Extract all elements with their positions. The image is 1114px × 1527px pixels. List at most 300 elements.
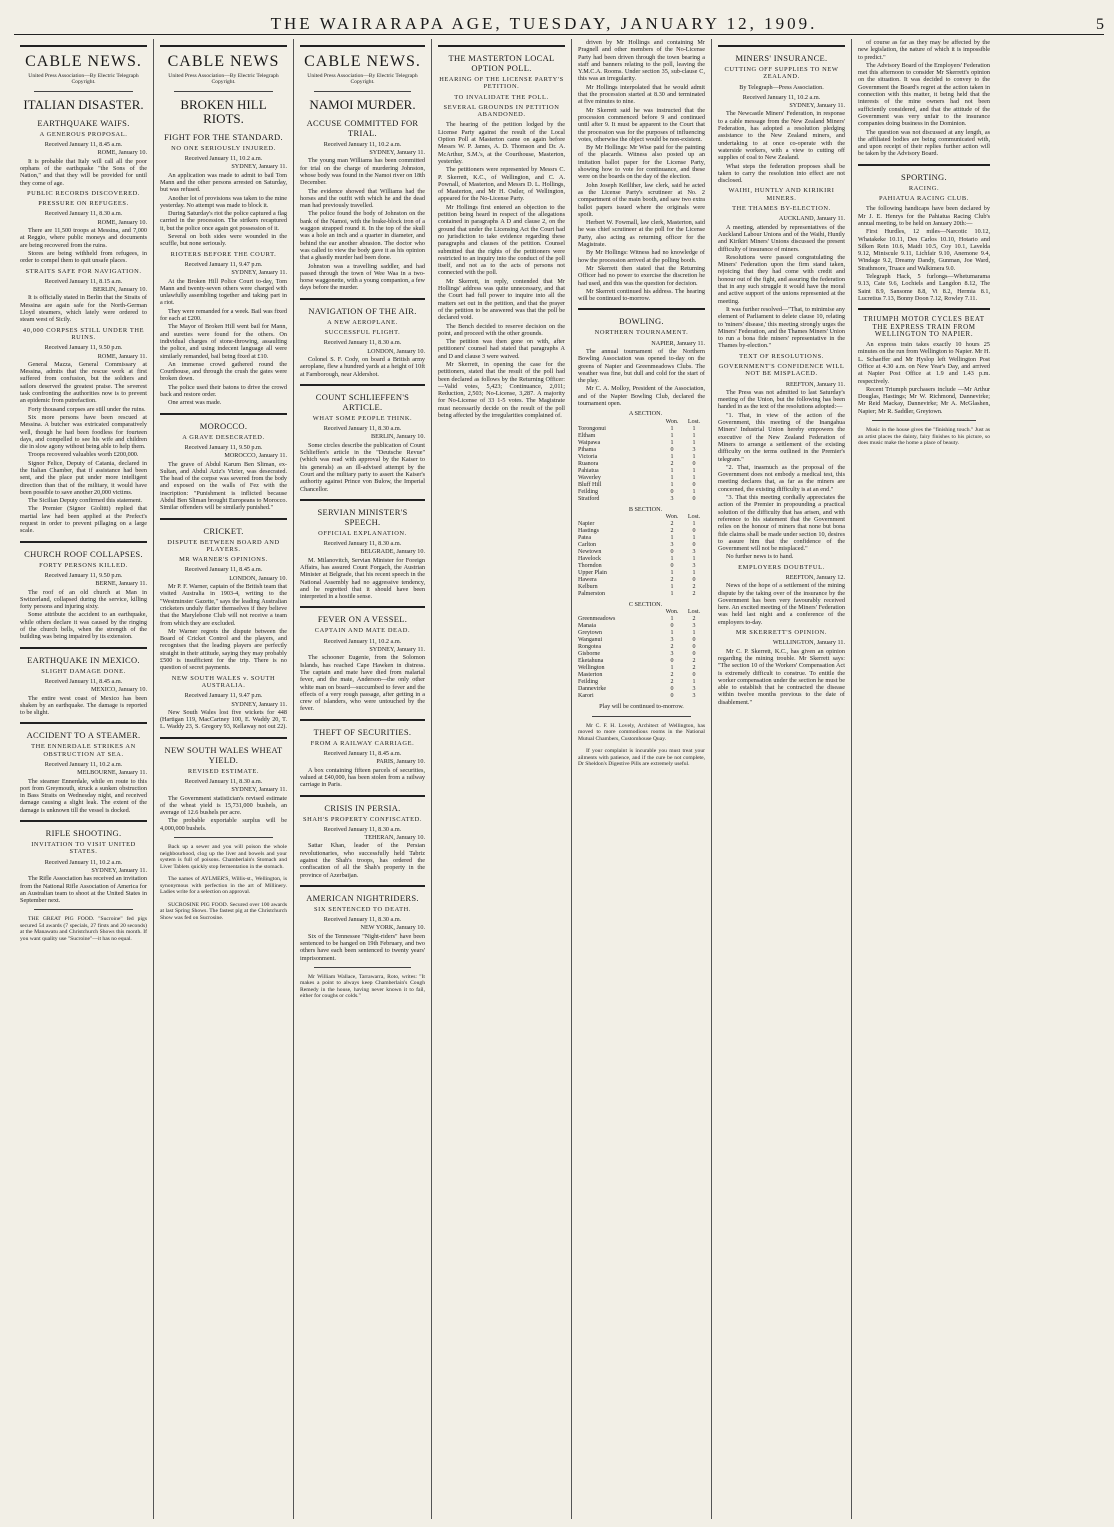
club-name: Wellington <box>578 665 605 672</box>
subhead-minor: THE THAMES BY-ELECTION. <box>732 205 831 213</box>
club-name: Feilding <box>578 679 599 686</box>
results-table-a <box>578 419 705 503</box>
table-row <box>578 542 705 549</box>
dateline: Received January 11, 8.30 a.m. <box>323 825 402 833</box>
col-won: Won. <box>665 609 679 616</box>
dateline: Received January 11, 9.47 p.m. <box>184 260 263 268</box>
club-name: Feilding <box>578 488 599 495</box>
headline-air: NAVIGATION OF THE AIR. <box>308 305 417 316</box>
article-text: A meeting, attended by representatives of the Auckland Labour Unions and of the Waihi, Huntly and Kirikiri Miners' Unions discussed the present difficulty of insurance of miners. <box>718 223 845 253</box>
advertisement: If your complaint is incurable you must treat your ailments with patience, and if the cure be not complete, Dr Sheldon's Digestive Pills are extremely useful. <box>578 748 705 768</box>
subhead-minor: INVITATION TO VISIT UNITED STATES. <box>31 841 136 856</box>
subhead-minor: NORTHERN TOURNAMENT. <box>594 329 689 337</box>
table-row <box>578 686 705 693</box>
place-line: TEHERAN, January 10. <box>364 834 425 842</box>
subhead-minor: FROM A RAILWAY CARRIAGE. <box>310 739 415 747</box>
article-text: The Mayor of Broken Hill went bail for Mann, and sureties were found for the others. On individual charges of stone-throwing, assaulting the police, and using indecent language all were similarly remanded, bail being fixed at £10. <box>160 323 287 360</box>
article-text: The young man Williams has been committed for trial on the charge of murdering Johnston, whose body was found in the Namoi river on 18th December. <box>300 157 425 187</box>
won-count: 1 <box>670 569 674 576</box>
subhead-minor: SLIGHT DAMAGE DONE. <box>41 667 126 675</box>
divider <box>300 795 425 797</box>
club-name: Bluff Hill <box>578 481 602 488</box>
article-text: The hearing of the petition lodged by the License Party against the result of the Local Option Poll at Masterton came on again before Messrs W. P. James, A. D. Thomson and Dr. A. McArthur, S.M.'s, at the Courthouse, Masterton, yesterday. <box>438 121 565 165</box>
table-row <box>578 461 705 468</box>
place-line: MELBOURNE, January 11. <box>77 769 147 777</box>
table-row <box>578 577 705 584</box>
club-name: Eltham <box>578 432 596 439</box>
club-name: Hastings <box>578 527 599 534</box>
club-name: Waverley <box>578 474 601 481</box>
subhead-minor: A GRAVE DESECRATED. <box>182 433 265 441</box>
club-name: Newtown <box>578 548 602 555</box>
article-text: The probable exportable surplus will be 4,000,000 bushels. <box>160 817 287 832</box>
won-count: 0 <box>670 548 674 555</box>
won-count: 3 <box>670 651 674 658</box>
subhead: EARTHQUAKE WAIFS. <box>37 117 130 128</box>
subhead-minor: NO ONE SERIOUSLY INJURED. <box>171 144 276 152</box>
place-line: MOROCCO, January 11. <box>224 452 287 460</box>
place-line: BERNE, January 11. <box>95 580 147 588</box>
headline-fever: FEVER ON A VESSEL. <box>317 614 408 625</box>
article-text: The petition was then gone on with, after petitioners' counsel had stated that paragraphs A and D and clause 3 were waived. <box>438 338 565 360</box>
headline-steamer: ACCIDENT TO A STEAMER. <box>26 730 141 741</box>
won-count: 1 <box>670 534 674 541</box>
article-text: The police used their batons to drive the crowd back and restore order. <box>160 383 287 399</box>
subhead-minor: MR WARNER'S OPINIONS. <box>179 556 268 564</box>
article-text: Mr P. F. Warner, captain of the British team that visited Australia in 1903-4, writing to the "Westminster Gazette," says the leading Australian cricketers unduly flatter themselves if they believe that the Marylebone Club will not receive a team from which they are excluded. <box>160 583 287 627</box>
club-name: Masterton <box>578 672 603 679</box>
headline-nightriders: AMERICAN NIGHTRIDERS. <box>306 892 419 903</box>
lost-count: 2 <box>692 590 696 597</box>
headline-miners: MINERS' INSURANCE. <box>735 53 828 63</box>
place-line: ROME, January 10. <box>97 218 147 226</box>
section-heading: B SECTION. <box>628 505 663 513</box>
article-text: Telegraph Hack, 5 furlongs—Whetumarama 9.13, Cate 9.6, Lochiels and Langdon 8.12, The Saint 8.9, Sansome 8.8, Vi 8.2, Hermia 8.1, Lucretius 7.13, Bonny Doon 7.12, Rowley 7.11. <box>858 273 990 302</box>
article-text: Johnston was a travelling saddler, and had passed through the town of Wee Waa in a two-horse waggonette, with a young companion, a few days before the murder. <box>300 262 425 292</box>
article-text: Colonel S. F. Cody, on board a British army aeroplane, flew a hundred yards at a height of 10ft at Farnborough, near Aldershot. <box>300 355 425 378</box>
won-count: 0 <box>670 658 674 665</box>
place-line: WELLINGTON, January 11. <box>772 639 845 647</box>
article-text: Some circles describe the publication of Count Schlieffen's article in the "Deutsche Revue" (which was read with approval by the Kaiser to his generals) as an ill-advised attempt by the Court and the military party to assert the Kaiser's authority against Prince von Bulow, the Imperial Chancellor. <box>300 441 425 493</box>
article-text: John Joseph Keilliher, law clerk, said he acted as the License Party's scrutineer at No. 2 compartment of the main booth, and saw two extra ballot papers issued where the originals were spoilt. <box>578 181 705 218</box>
lost-count: 3 <box>692 693 696 700</box>
article-text: Signor Felice, Deputy of Catania, declared in the Italian Chamber, that if assistance had been sent, and the place put under more intelligent direction than that of the military, it would have been possible to save another 20,000 victims. <box>20 459 147 496</box>
col-won: Won. <box>665 418 679 425</box>
club-name: Stratford <box>578 495 600 502</box>
place-line: NAPIER, January 11. <box>651 339 705 347</box>
subhead-minor: SUCCESSFUL FLIGHT. <box>324 329 401 337</box>
club-name: Pihama <box>578 446 596 453</box>
lost-count: 2 <box>692 658 696 665</box>
subhead-minor: HEARING OF THE LICENSE PARTY'S PETITION. <box>439 76 564 91</box>
table-row <box>578 651 705 658</box>
article-text: During Saturday's riot the police captured a flag carried in the procession. The strikers recaptured it, but the police once again got possession of it. <box>160 210 287 232</box>
page-number: 5 <box>1096 16 1104 33</box>
won-count: 0 <box>670 488 674 495</box>
won-count: 1 <box>670 474 674 481</box>
col-won: Won. <box>665 513 679 520</box>
divider <box>20 647 147 649</box>
divider <box>300 499 425 501</box>
lost-count: 0 <box>692 576 696 583</box>
lost-count: 1 <box>692 432 696 439</box>
article-text: Six more persons have been rescued at Messina. A butcher was extricated comparatively well, though he had been foodless for fourteen days, and compelled to see his wife and children die in slow agony without being able to help them. <box>20 413 147 451</box>
article-text: Stores are being withheld from refugees, in order to compel them to quit unsafe places. <box>20 249 147 265</box>
won-count: 1 <box>670 665 674 672</box>
headline-wheat: NEW SOUTH WALES WHEAT YIELD. <box>164 744 283 765</box>
table-body <box>578 616 705 700</box>
lost-count: 0 <box>692 527 696 534</box>
place-line: REEFTON, January 11. <box>785 380 845 388</box>
subhead-minor: THE ENNERDALE STRIKES AN OBSTRUCTION AT SEA. <box>31 743 136 758</box>
table-row <box>578 693 705 700</box>
club-name: Wanganui <box>578 637 603 644</box>
subhead-minor: TO INVALIDATE THE POLL. <box>454 93 549 101</box>
dateline: Received January 11, 8.30 a.m. <box>184 778 263 785</box>
article-text: It is probable that Italy will call all the poor orphans of the earthquake "the Sons of the Nation," and that they will be provided for until they come of age. <box>20 157 147 187</box>
divider <box>872 420 976 421</box>
lost-count: 3 <box>692 623 696 630</box>
article-text: They were remanded for a week. Bail was fixed for each at £200. <box>160 307 287 323</box>
club-name: Torongonui <box>578 425 606 432</box>
article-text: The Rifle Association has received an invitation from the National Rifle Association of America for an Australian team to shoot at the United States in September next. <box>20 875 147 905</box>
subhead-minor: PRESSURE ON REFUGEES. <box>38 200 129 208</box>
table-body <box>578 426 705 503</box>
table-row <box>578 496 705 503</box>
article-text: One arrest was made. <box>168 399 222 407</box>
place-line: BERLIN, January 10. <box>93 286 147 294</box>
dateline: Received January 11, 8.30 a.m. <box>323 916 402 924</box>
place-line: SYDNEY, January 11. <box>231 163 287 171</box>
article-text: Mr Skerrett, in opening the case for the petitioners, stated that the result of the poll had been declared as follows by the Returning Officer:—Valid votes, 5,423; Continuance, 2,011; Reduction, 2,503; No-License, 3,287. A majority for No-License of 33 1-5 votes. The Magistrate must necessarily decide on the result of the poll being affected by the irregularities complained of. <box>438 360 565 420</box>
lost-count: 1 <box>692 569 696 576</box>
subhead-minor: OFFICIAL EXPLANATION. <box>318 529 407 537</box>
won-count: 2 <box>670 672 674 679</box>
dateline: Received January 11, 9.50 p.m. <box>44 571 123 579</box>
subhead-minor: PUBLIC RECORDS DISCOVERED. <box>26 189 141 197</box>
subhead-minor: SIX SENTENCED TO DEATH. <box>314 905 411 913</box>
won-count: 2 <box>670 527 674 534</box>
table-row <box>578 665 705 672</box>
column-6 <box>712 39 852 1519</box>
place-line: SYDNEY, January 11. <box>231 700 287 708</box>
article-text: No further news is to hand. <box>726 553 794 561</box>
won-count: 1 <box>670 583 674 590</box>
place-line: NEW YORK, January 10. <box>360 924 425 932</box>
subhead-minor: TEXT OF RESOLUTIONS. <box>739 352 824 360</box>
headline-italian: ITALIAN DISASTER. <box>23 96 144 112</box>
place-line: ROME, January 11. <box>97 352 147 360</box>
article-text: The Press was not admitted to last Saturday's meeting of the Union, but the following has been handed in as the text of the resolutions adopted:— <box>718 388 845 411</box>
divider <box>314 967 411 968</box>
article-text: Mr Skerrett continued his address. The hearing will be continued to-morrow. <box>578 287 705 303</box>
won-count: 2 <box>670 520 674 527</box>
won-count: 1 <box>670 467 674 474</box>
article-text: Resolutions were passed congratulating the Miners' Federation upon the firm stand taken, rejoicing that they had come with credit and honour out of the fight, and assuring the federation that in any such struggle it would have the moral and active support of the unions represented at the meeting. <box>718 253 845 305</box>
credit-line: United Press Association—By Electric Telegraph Copyright. <box>307 73 418 86</box>
headline-masterton-poll: THE MASTERTON LOCAL OPTION POLL. <box>448 53 555 73</box>
lost-count: 3 <box>692 686 696 693</box>
table-row <box>578 447 705 454</box>
article-text: "2. That, inasmuch as the proposal of the Government does not embody a medical test, this meeting declares that, as far as the miners are concerned, the existing difficulty is at an end." <box>718 463 845 493</box>
article-text: The Advisory Board of the Employers' Federation met this afternoon to consider Mr Skerrett's opinion on the situation. It was decided to convey to the Government the Board's regret at the action taken in connection with this matter, it being held that the interests of the mine owners had not been sufficiently considered, and that the attitude of the Government was very unfair to the insurance companies doing business in the Dominion. <box>858 61 990 128</box>
headline-bowling: BOWLING. <box>619 316 664 327</box>
table-row <box>578 535 705 542</box>
subhead-minor: FORTY PERSONS KILLED. <box>39 561 128 569</box>
article-text: The schooner Eugenie, from the Solomon Islands, has reached Cape Hawken in distress. The captain and mate have died from malarial fever, and the mate, Anderson—the only other white man on board—succumbed to fever and the effects of a very rough passage, after getting in a crew of islanders, who were untouched by the fever. <box>300 654 425 713</box>
club-name: Karori <box>578 693 594 700</box>
article-text: A box containing fifteen parcels of securities, valued at £40,000, has been stolen from a railway carriage in Paris. <box>300 766 425 789</box>
club-name: Victoria <box>578 453 598 460</box>
won-count: 1 <box>670 630 674 637</box>
won-count: 0 <box>670 693 674 700</box>
article-text: An application was made to admit to bail Tom Mann and the other persons arrested on Saturday, but was refused. <box>160 171 287 194</box>
won-count: 0 <box>670 446 674 453</box>
headline-namoi: NAMOI MURDER. <box>309 96 416 112</box>
cable-news-banner: CABLE NEWS <box>167 53 280 70</box>
subhead-minor: NEW SOUTH WALES v. SOUTH AUSTRALIA. <box>171 674 276 689</box>
table-row <box>578 630 705 637</box>
article-text: Herbert W. Fowmall, law clerk, Masterton, said he was chief scrutineer at the poll for the License Party, also acting as returning officer for the Magistrate. <box>578 219 705 249</box>
headline-count: COUNT SCHLIEFFEN'S ARTICLE. <box>315 391 410 412</box>
lost-count: 1 <box>692 679 696 686</box>
article-text: General Mazza, General Commissary at Messina, admits that the rescue work at first suffered from confusion, but the soldiers and sailors deserved the greatest praise. The severest task confronting the authorities now is to prevent an epidemic from putrefaction. <box>20 360 147 405</box>
col-lost: Lost. <box>687 418 701 425</box>
club-name: Waipawa <box>578 439 601 446</box>
headline-mexico: EARTHQUAKE IN MEXICO. <box>27 654 140 665</box>
lost-count: 0 <box>692 495 696 502</box>
article-text: At the Broken Hill Police Court to-day, Tom Mann and twenty-seven others were charged with unlawfully assembling together and taking part in a riot. <box>160 277 287 307</box>
won-count: 1 <box>670 481 674 488</box>
column-3 <box>294 39 432 1519</box>
dateline: By Telegraph—Press Association. <box>739 83 824 91</box>
divider <box>300 719 425 721</box>
club-name: Patea <box>578 534 591 541</box>
article-text: What steps the federation proposes shall be taken to carry the resolution into effect are not disclosed. <box>718 162 845 185</box>
headline-cricket: CRICKET. <box>203 525 244 536</box>
headline-sporting: SPORTING. <box>901 171 947 182</box>
divider <box>174 91 273 92</box>
table-body <box>578 521 705 598</box>
lost-count: 1 <box>692 630 696 637</box>
lost-count: 0 <box>692 644 696 651</box>
subhead-minor: DISPUTE BETWEEN BOARD AND PLAYERS. <box>167 538 280 553</box>
table-row <box>578 468 705 475</box>
club-name: Upper Plain <box>578 569 607 576</box>
advertisement: Mr C. F. H. Lovely, Architect of Wellington, has moved to more commodious rooms in the National Mutual Chambers, Customhouse Quay. <box>578 722 705 742</box>
club-name: Greenmeadows <box>578 616 616 623</box>
advertisement: Back up a sewer and you will poison the whole neighbourhood, clog up the liver and bowels and your system is full of poisons. Chamberlain's Stomach and Liver Tablets quickly stop fermentation in the stomach. <box>160 844 287 870</box>
article-text: Mr C. A. Molloy, President of the Association, and of the Napier Bowling Club, declared the tournament open. <box>578 385 705 408</box>
club-name: Palmerston <box>578 590 605 597</box>
subhead-minor: REVISED ESTIMATE. <box>187 767 260 775</box>
column-2 <box>154 39 294 1519</box>
lost-count: 0 <box>692 541 696 548</box>
columns <box>14 39 1104 1519</box>
article-text: Mr Skerrett, in reply, contended that Mr Hollings' address was quite unnecessary, and that the Court had full power to inquire into all the matters set out in the petition, and that the prayer of the petition to be answered was that the poll be declared void. <box>438 277 565 322</box>
lost-count: 1 <box>692 474 696 481</box>
won-count: 2 <box>670 679 674 686</box>
lost-count: 3 <box>692 562 696 569</box>
place-line: AUCKLAND, January 11. <box>778 215 845 223</box>
place-line: REEFTON, January 12. <box>785 574 845 581</box>
masthead-title: THE WAIRARAPA AGE, TUESDAY, JANUARY 12, 1909. <box>270 14 818 33</box>
club-name: Gisborne <box>578 651 600 658</box>
divider <box>174 837 273 838</box>
advertisement: Mr William Wallace, Tarrawarra, Roto, writes: "It makes a point to always keep Chamberlain's Cough Remedy in the house, having never known it to fail, either for coughs or colds." <box>300 973 425 1000</box>
article-text: The police found the body of Johnston on the bank of the Namoi, with the brake-block iron of a waggon strapped round it. In the top of the skull was a hole an inch and a quarter in diameter, and behind the ear another abrasion. The doctor who was called to view the body gave it as his opinion that a ghastly murder had been done. <box>300 210 425 262</box>
article-text: Some attribute the accident to an earthquake, while others declare it was caused by the ringing of the church bells, when the strength of the building was being impaired by its extension. <box>20 611 147 641</box>
dateline: Received January 11, 8.45 a.m. <box>323 750 402 758</box>
subhead-minor: GOVERNMENT'S CONFIDENCE WILL NOT BE MISPLACED. <box>718 362 845 378</box>
table-row <box>578 616 705 623</box>
divider <box>300 606 425 608</box>
place-line: SYDNEY, January 11. <box>789 102 845 110</box>
club-name: Havelock <box>578 555 601 562</box>
table-row <box>578 482 705 489</box>
article-text: Troops recovered valuables worth £200,000. <box>28 451 139 459</box>
article-text: The Sicilian Deputy confirmed this statement. <box>28 497 143 505</box>
dateline: Received January 11, 10.2 a.m. <box>44 761 123 768</box>
divider <box>300 298 425 300</box>
article-text: driven by Mr Hollings and containing Mr Pragnell and other members of the No-License Party had been driven through the town bearing a staff and banners relating to the poll, leaving the Y.M.C.A. Rooms. Under section 35, sub-clause C, this was an irregularity. <box>578 39 705 83</box>
divider <box>314 91 411 92</box>
divider <box>20 541 147 543</box>
table-header-row <box>578 419 705 426</box>
dateline: Received January 11, 10.2 a.m. <box>44 858 123 866</box>
table-row <box>578 563 705 570</box>
place-line: PARIS, January 10. <box>376 758 425 766</box>
advertisement: THE GREAT PIG FOOD. "Sucroine" fed pigs secured 54 awards (7 specials, 27 firsts and 20 seconds) at the Manawatu and Christchurch Shows this month. If you want quality use "Sucroine"—it has no equal. <box>20 916 147 942</box>
divider <box>438 45 565 47</box>
won-count: 1 <box>670 432 674 439</box>
subhead-minor: RACING. <box>908 184 940 192</box>
table-row <box>578 623 705 630</box>
club-name: Greytown <box>578 630 602 637</box>
place-line: LONDON, January 10. <box>229 574 287 582</box>
article-text: of course as far as they may be affected by the new legislation, the nature of which it is impossible to predict." <box>858 39 990 61</box>
headline-riots: BROKEN HILL RIOTS. <box>180 96 267 126</box>
subhead-minor: CUTTING OFF SUPPLIES TO NEW ZEALAND. <box>724 66 839 81</box>
place-line: ROME, January 10. <box>97 149 147 157</box>
table-row <box>578 440 705 447</box>
lost-count: 1 <box>692 534 696 541</box>
lost-count: 1 <box>692 488 696 495</box>
column-1 <box>14 39 154 1519</box>
table-row <box>578 637 705 644</box>
article-text: Mr C. P. Skerrett, K.C., has given an opinion regarding the mining trouble. Mr Skerrett says: "The section 10 of the Workers' Compensation Act is extremely difficult to construe. To entitle the worker compensation under the section he must be able to establish that he contracted the disease within twelve months previous to the date of disablement." <box>718 647 845 706</box>
advertisement: Music in the house gives the "finishing touch." Just as an artist places the dainty, fairy finishes to his picture, so does music make the home a place of beauty. <box>858 427 990 447</box>
subhead-minor: 40,000 CORPSES STILL UNDER THE RUINS. <box>22 326 145 341</box>
dateline: Received January 11, 10.2 a.m. <box>323 637 402 645</box>
article-text: The petitioners were represented by Messrs C. P. Skerrett, K.C., of Wellington, and C. A. Pownall, of Masterton, and Messrs D. L. Hollings, of Masterton, and Mr H. Ostler, of Wellington, appeared for the No-License Party. <box>438 166 565 203</box>
article-text: New South Wales lost five wickets for 448 (Hartigan 119, MacCartney 100, E. Waddy 20, T. L. Waddy 23, S. Gregory 93, Kellaway not out 22). <box>160 708 287 731</box>
place-line: SYDNEY, January 11. <box>231 786 287 794</box>
won-count: 0 <box>670 686 674 693</box>
divider <box>160 737 287 739</box>
place-line: SYDNEY, January 11. <box>231 269 287 277</box>
dateline: Received January 11, 10.2 a.m. <box>323 140 402 148</box>
article-text: It was further resolved—"That, to minimise any element of Parliament to delete clause 10, relating to 'miners' disease,' this meeting strongly urges the Miners' Federation, and the Thames Miners' Union to run a bona fide miners' representative in the Thames by-election." <box>718 305 845 350</box>
table-row <box>578 591 705 598</box>
headline-servian: SERVIAN MINISTER'S SPEECH. <box>317 506 408 527</box>
lost-count: 2 <box>692 583 696 590</box>
divider <box>34 91 133 92</box>
lost-count: 0 <box>692 672 696 679</box>
masthead <box>14 8 1104 35</box>
subhead-minor: MR SKERRETT'S OPINION. <box>735 629 828 637</box>
club-name: Napier <box>578 520 595 527</box>
won-count: 1 <box>670 616 674 623</box>
subhead-minor: EMPLOYERS DOUBTFUL. <box>738 563 825 571</box>
article-text: The grave of Abdul Karum Ben Sliman, ex-Sultan, and Abdul Aziz's Vizier, was desecrated. The head of the corpse was severed from the body and exposed on the walls of Fez with the inscription: "Punishment is inflicted because Abdul Ben Sliman brought Europeans to Morocco. Similar offenders will be similarly punished." <box>160 460 287 512</box>
table-row <box>578 672 705 679</box>
article-text: By Mr Hollings: Witness had no knowledge of how the procession arrived at the polling booth. <box>578 249 705 264</box>
lost-count: 1 <box>692 439 696 446</box>
dateline: Received January 11, 8.30 a.m. <box>323 339 402 347</box>
article-text: An express train takes exactly 10 hours 25 minutes on the run from Wellington to Napier. Mr H. L. Schaeffer and Mr Hyslop left Wellington Post Office at 4.30 a.m. on New Year's Day, and arrived at Napier Post Office at 1.9 and 1.43 p.m. respectively. <box>858 341 990 385</box>
article-text: The Bench decided to reserve decision on the point, and proceed with the other grounds. <box>438 322 565 337</box>
lost-count: 2 <box>692 616 696 623</box>
article-text: Mr Hollings interpolated that he would admit that the procession started at 8.30 and terminated at five minutes to nine. <box>578 83 705 106</box>
club-name: Dannevirke <box>578 686 606 693</box>
article-text: There are 11,500 troops at Messina, and 7,000 at Reggio, where public moneys and documents are being recovered from the ruins. <box>20 227 147 249</box>
lost-count: 3 <box>692 548 696 555</box>
table-header-row <box>578 514 705 521</box>
col-lost: Lost. <box>687 513 701 520</box>
article-text: M. Milanovitch, Servian Minister for Foreign Affairs, has assured Count Forgach, the Austrian Minister at Belgrade, that his recent speech in the National Assembly had no aggressive tendency, and he regretted that it should have been interpreted in a hostile sense. <box>300 556 425 601</box>
club-name: Hawera <box>578 576 597 583</box>
club-name: Carlton <box>578 541 596 548</box>
won-count: 2 <box>670 460 674 467</box>
article-text: The following handicaps have been declared by Mr J. E. Henrys for the Pahiatua Racing Club's annual meeting, to be held on January 20th:— <box>858 205 990 227</box>
won-count: 3 <box>670 637 674 644</box>
advertisement: The names of AYLMER'S, Willis-st., Wellington, is synonymous with perfection in the art of Millinery. Ladies write for a selection on approval. <box>160 876 287 896</box>
place-line: SYDNEY, January 11. <box>91 866 147 874</box>
club-name: Rongotea <box>578 644 601 651</box>
lost-count: 0 <box>692 460 696 467</box>
won-count: 3 <box>670 541 674 548</box>
article-text: "3. That this meeting cordially appreciates the action of the Premier in propounding a practical solution of the difficulty that has arisen, and with reference to his statement that the Government relies on the honour of miners that none but bona fide claims shall be made under section 10, desires to assure him that the confidence of the Government will not be misplaced." <box>718 494 845 553</box>
article-text: Mr Skerrett then stated that the Returning Officer had no power to exercise the discretion he had used, and this was the question for decision. <box>578 264 705 287</box>
divider <box>300 384 425 386</box>
article-text: The Newcastle Miners' Federation, in response to a cable message from the New Zealand Miners' Federation, has adopted a resolution pledging assistance to the New Zealand miners, and undertaking to at once co-operate with the waterside workers, with a view to cutting off supplies of coal to New Zealand. <box>718 110 845 162</box>
article-text: Sattar Khan, leader of the Persian revolutionaries, who successfully held Tabriz against the Shah's troops, has ordered the confiscation of all the Shah's property in the province of Azerbaijan. <box>300 842 425 879</box>
place-line: BELGRADE, January 10. <box>360 548 425 556</box>
subhead-minor: WAIHI, HUNTLY AND KIRIKIRI MINERS. <box>728 187 835 202</box>
club-name: Ruanora <box>578 460 599 467</box>
won-count: 2 <box>670 576 674 583</box>
divider <box>858 164 990 166</box>
divider <box>300 885 425 887</box>
club-name: Kelburn <box>578 583 598 590</box>
headline-morocco: MOROCCO. <box>199 420 248 431</box>
dateline: Received January 11, 8.15 a.m. <box>44 277 123 285</box>
place-line: SYDNEY, January 11. <box>369 646 425 654</box>
article-text: Another lot of provisions was taken to the mine yesterday. No attempt was made to block it. <box>160 194 287 209</box>
lost-count: 1 <box>692 555 696 562</box>
subhead: ACCUSE COMMITTED FOR TRIAL. <box>306 117 419 138</box>
article-text: The steamer Ennerdale, while en route to this port from Greymouth, struck a sunken obstruction in Bass Straits on Wednesday night, and received damage causing a slight leak. The extent of the damage is unknown till the vessel is docked. <box>20 777 147 814</box>
dateline: Received January 11, 9.50 p.m. <box>44 344 123 352</box>
cable-news-banner: CABLE NEWS. <box>25 53 142 70</box>
divider <box>20 45 147 47</box>
divider <box>300 45 425 47</box>
place-line: SYDNEY, January 11. <box>369 149 425 157</box>
credit-line: United Press Association—By Electric Telegraph Copyright. <box>28 73 139 86</box>
table-header-row <box>578 609 705 616</box>
article-text: The roof of an old church at Man in Switzerland, collapsed during the service, killing forty persons and injuring sixty. <box>20 588 147 611</box>
